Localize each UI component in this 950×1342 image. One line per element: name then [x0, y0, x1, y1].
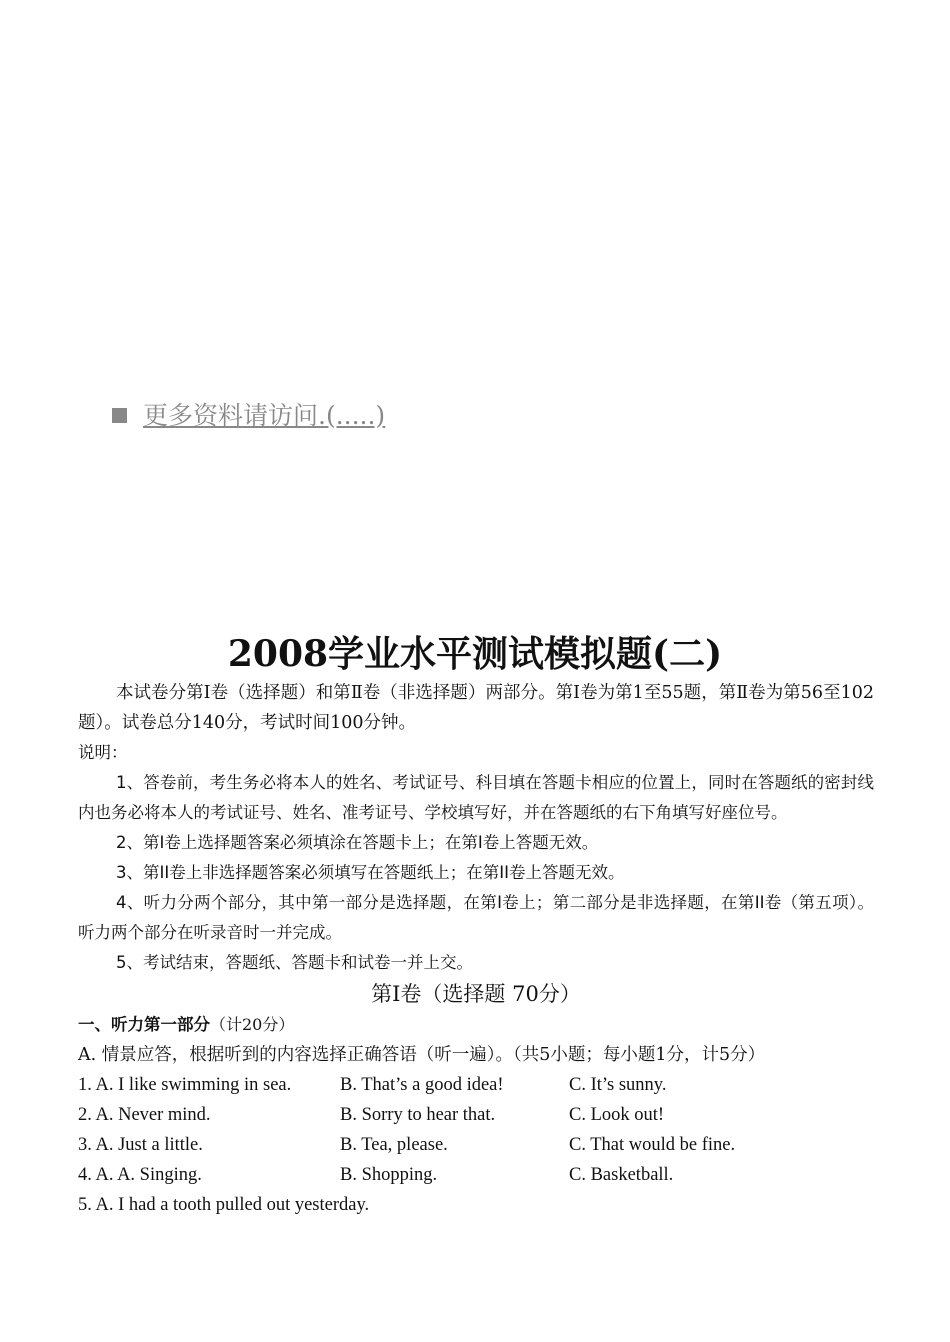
- note-item: 1、答卷前，考生务必将本人的姓名、考试证号、科目填在答题卡相应的位置上，同时在答题纸的密封线内也务必将本人的考试证号、姓名、准考证号、学校填写好，并在答题纸的右下角填写好座位号。: [78, 773, 874, 822]
- option-a: 4. A. A. Singing.: [78, 1165, 202, 1185]
- part-instruction: A. 情景应答，根据听到的内容选择正确答语（听一遍）。（共5小题；每小题1分，计5分）: [78, 1045, 766, 1065]
- question-row: [78, 1190, 874, 1220]
- part-score-note: （计20分）: [210, 1015, 295, 1034]
- note-item: 3、第II卷上非选择题答案必须填写在答题纸上；在第II卷上答题无效。: [116, 863, 625, 882]
- note-item: 5、考试结束，答题纸、答题卡和试卷一并上交。: [116, 953, 473, 972]
- part-heading: 一、听力第一部分: [78, 1015, 210, 1034]
- note-item: 2、第Ⅰ卷上选择题答案必须填涂在答题卡上；在第Ⅰ卷上答题无效。: [116, 833, 599, 852]
- exam-body: [78, 678, 874, 1220]
- option-a: 5. A. I had a tooth pulled out yesterday.: [78, 1195, 370, 1215]
- option-c: C. It’s sunny.: [569, 1075, 667, 1095]
- promo-link[interactable]: 更多资料请访问.(.....): [143, 401, 386, 430]
- section-title: 第I卷（选择题 70分）: [371, 982, 581, 1006]
- notes-label: 说明：: [78, 743, 128, 762]
- option-c: C. Basketball.: [569, 1165, 674, 1185]
- option-a: 1. A. I like swimming in sea.: [78, 1075, 292, 1095]
- question-row: [78, 1070, 874, 1100]
- option-b: B. Sorry to hear that.: [340, 1105, 496, 1125]
- option-a: 2. A. Never mind.: [78, 1105, 211, 1125]
- option-b: B. That’s a good idea!: [340, 1075, 504, 1095]
- exam-intro: 本试卷分第Ⅰ卷（选择题）和第Ⅱ卷（非选择题）两部分。第Ⅰ卷为第1至55题，第Ⅱ卷为第56至102题）。试卷总分140分，考试时间100分钟。: [78, 683, 874, 733]
- square-bullet-icon: [112, 408, 127, 423]
- option-b: B. Tea, please.: [340, 1135, 448, 1155]
- note-item: 4、听力分两个部分，其中第一部分是选择题，在第Ⅰ卷上；第二部分是非选择题，在第II卷（第五项）。听力两个部分在听录音时一并完成。: [78, 893, 874, 942]
- question-row: [78, 1100, 874, 1130]
- option-a: 3. A. Just a little.: [78, 1135, 203, 1155]
- promo-line: [112, 396, 385, 432]
- option-c: C. Look out!: [569, 1105, 665, 1125]
- option-b: B. Shopping.: [340, 1165, 438, 1185]
- question-row: [78, 1130, 874, 1160]
- option-c: C. That would be fine.: [569, 1135, 736, 1155]
- part-heading-line: [78, 1010, 874, 1040]
- question-row: [78, 1160, 874, 1190]
- exam-title: 2008学业水平测试模拟题(二): [227, 633, 723, 675]
